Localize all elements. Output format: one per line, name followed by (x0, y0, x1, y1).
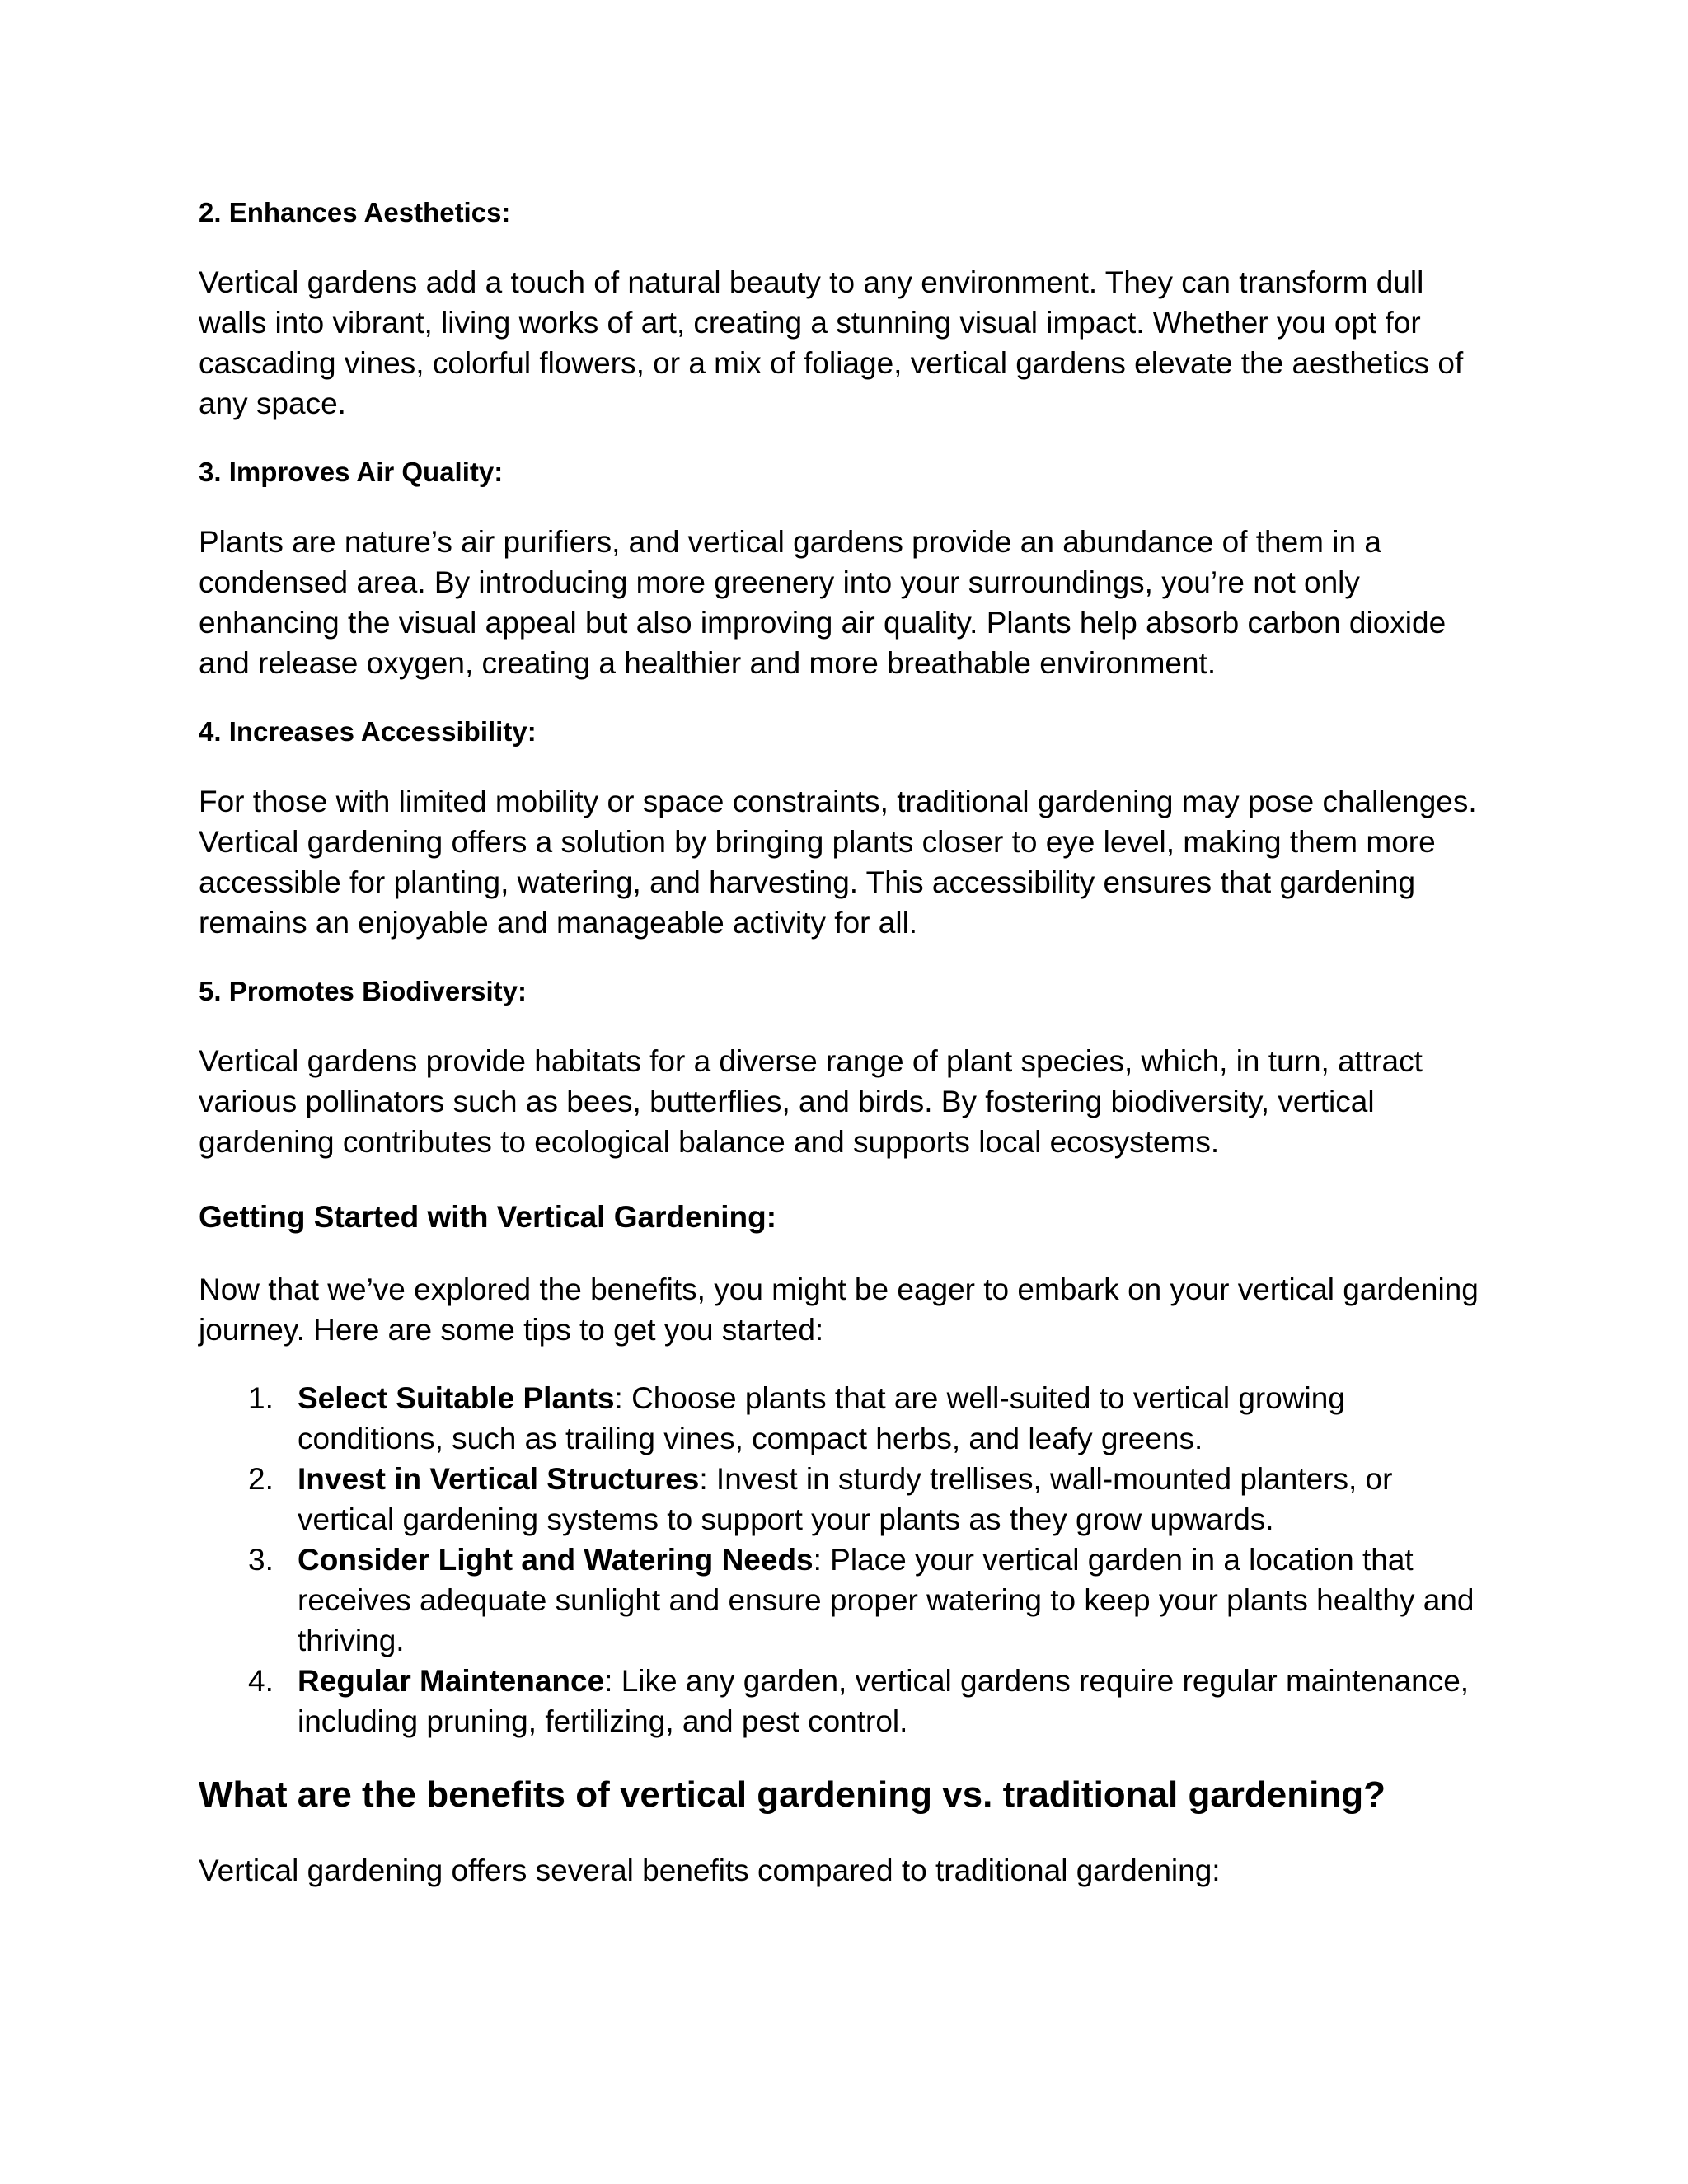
list-item-text: : Invest in sturdy trellises, wall-mounted planters, or (699, 1462, 1393, 1496)
list-item (199, 1459, 1497, 1540)
list-item-term: Consider Light and Watering Needs (298, 1543, 814, 1577)
list-item-number: 2. (248, 1462, 274, 1496)
body-line: For those with limited mobility or space constraints, traditional gardening may pose challenges. (199, 785, 1477, 818)
body-line: condensed area. By introducing more greenery into your surroundings, you’re not only (199, 565, 1360, 599)
body-line: enhancing the visual appeal but also improving air quality. Plants help absorb carbon dioxide (199, 606, 1447, 640)
body-line: and release oxygen, creating a healthier and more breathable environment. (199, 646, 1217, 680)
list-item-first-line (298, 1378, 1497, 1418)
list-item-term: Regular Maintenance (298, 1664, 605, 1698)
body-line: journey. Here are some tips to get you started: (199, 1313, 824, 1347)
body-line: walls into vibrant, living works of art, creating a stunning visual impact. Whether you opt for (199, 306, 1421, 340)
section-heading-air-quality: 3. Improves Air Quality: (199, 457, 504, 487)
getting-started-heading: Getting Started with Vertical Gardening: (199, 1200, 777, 1234)
list-item-continuation: conditions, such as trailing vines, compact herbs, and leafy greens. (298, 1422, 1203, 1455)
list-item-first-line (298, 1661, 1497, 1701)
body-line: Plants are nature’s air purifiers, and vertical gardens provide an abundance of them in a (199, 525, 1381, 559)
list-item-text: : Place your vertical garden in a location that (813, 1543, 1414, 1577)
section-heading-aesthetics: 2. Enhances Aesthetics: (199, 197, 511, 227)
list-item-number: 3. (248, 1543, 274, 1577)
getting-started-intro (199, 1269, 1497, 1350)
list-item-first-line (298, 1540, 1497, 1580)
list-item-continuation: thriving. (298, 1624, 405, 1657)
tips-list (199, 1378, 1497, 1741)
body-line: any space. (199, 387, 346, 420)
section-body-biodiversity (199, 1041, 1497, 1162)
body-line: various pollinators such as bees, butterflies, and birds. By fostering biodiversity, vertical (199, 1085, 1375, 1118)
body-line: cascading vines, colorful flowers, or a mix of foliage, vertical gardens elevate the aesthetics of (199, 346, 1464, 380)
section-body-accessibility (199, 781, 1497, 943)
list-item-first-line (298, 1459, 1497, 1499)
body-line: Now that we’ve explored the benefits, you might be eager to embark on your vertical gardening (199, 1272, 1479, 1306)
list-item-continuation: receives adequate sunlight and ensure proper watering to keep your plants healthy and (298, 1583, 1475, 1617)
body-line: Vertical gardens provide habitats for a diverse range of plant species, which, in turn, attract (199, 1044, 1423, 1078)
section-heading-biodiversity: 5. Promotes Biodiversity: (199, 976, 527, 1006)
body-line: Vertical gardens add a touch of natural beauty to any environment. They can transform dull (199, 265, 1424, 299)
list-item-term: Invest in Vertical Structures (298, 1462, 700, 1496)
section-body-aesthetics (199, 262, 1497, 424)
list-item (199, 1378, 1497, 1459)
list-item-text: : Choose plants that are well-suited to vertical growing (614, 1381, 1345, 1415)
list-item-text: : Like any garden, vertical gardens require regular maintenance, (604, 1664, 1470, 1698)
list-item-term: Select Suitable Plants (298, 1381, 615, 1415)
comparison-heading: What are the benefits of vertical gardening vs. traditional gardening? (199, 1774, 1386, 1815)
body-line: gardening contributes to ecological balance and supports local ecosystems. (199, 1125, 1220, 1159)
list-item-continuation: including pruning, fertilizing, and pest control. (298, 1704, 908, 1738)
list-item-number: 1. (248, 1381, 274, 1415)
list-item (199, 1540, 1497, 1661)
list-item-continuation: vertical gardening systems to support your plants as they grow upwards. (298, 1502, 1274, 1536)
list-item (199, 1661, 1497, 1741)
section-body-air-quality (199, 522, 1497, 683)
section-heading-accessibility: 4. Increases Accessibility: (199, 716, 537, 747)
body-line: Vertical gardening offers several benefits compared to traditional gardening: (199, 1854, 1221, 1887)
body-line: remains an enjoyable and manageable activity for all. (199, 906, 918, 940)
body-line: accessible for planting, watering, and harvesting. This accessibility ensures that gardening (199, 865, 1416, 899)
comparison-intro (199, 1850, 1497, 1891)
list-item-number: 4. (248, 1664, 274, 1698)
body-line: Vertical gardening offers a solution by bringing plants closer to eye level, making them more (199, 825, 1436, 859)
